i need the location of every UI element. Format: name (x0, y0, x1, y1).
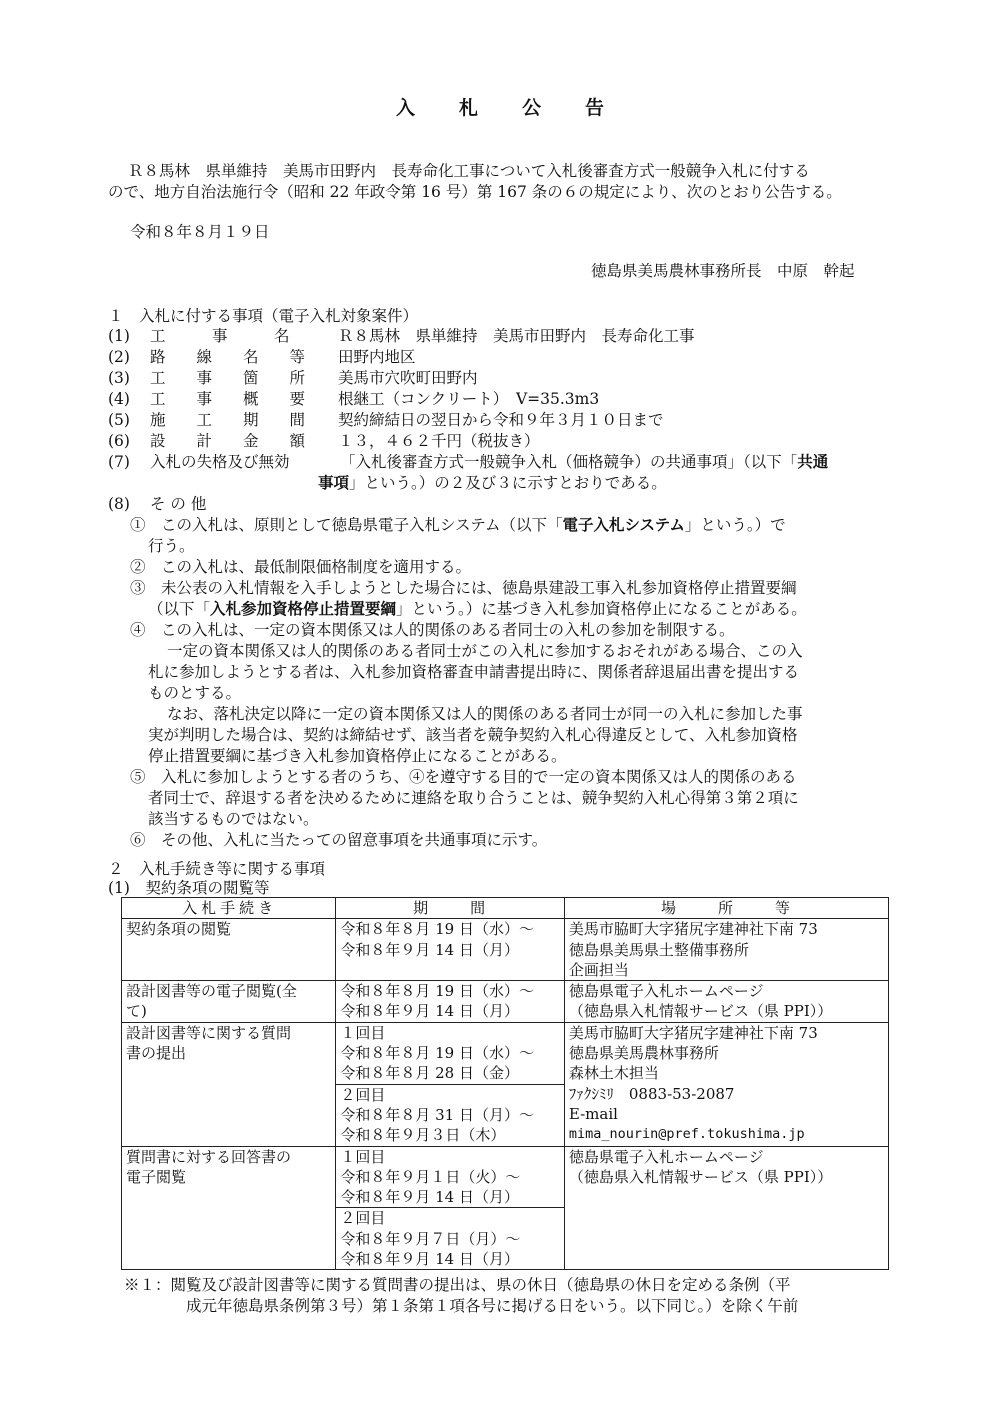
cell-text: 令和８年８月 31 日（月）～ (340, 1105, 534, 1124)
cell-text: 徳島県電子入札ホームページ (568, 1147, 764, 1166)
table-cell (122, 919, 336, 981)
cell-text: 企画担当 (568, 960, 629, 979)
item-label: 工 事 概 要 (150, 390, 306, 408)
item-1 (108, 326, 695, 347)
item-label: 入札の失格及び無効 (150, 453, 290, 471)
clause-bold: 入札参加資格停止措置要綱 (210, 600, 397, 618)
cell-text: 徳島県電子入札ホームページ (568, 982, 764, 1001)
cell-text: 令和８年８月 19 日（水）～ (340, 920, 534, 939)
cell-text: て) (126, 1002, 147, 1021)
table-cell (564, 1146, 888, 1270)
item-4 (108, 389, 599, 410)
table-cell (122, 1146, 336, 1270)
item-number: (3) (108, 369, 130, 387)
item-8-clause-4: ④ この入札は、一定の資本関係又は人的関係のある者同士の入札の参加を制限する。 (130, 621, 735, 639)
clause-text: 」という。）に基づき入札参加資格停止になることがある。 (396, 600, 807, 618)
item-8-clause-4-d: ものとする。 (148, 684, 242, 702)
cell-text: 令和８年８月 19 日（水）～ (340, 1044, 534, 1063)
notice-date: 令和８年８月１９日 (130, 223, 270, 241)
cell-text: 設計図書等に関する質問 (126, 1023, 292, 1042)
note-1-line-1: ※１：閲覧及び設計図書等に関する質問書の提出は、県の休日（徳島県の休日を定める条例（平 (124, 1276, 791, 1294)
item-8-clause-1-cont: 行う。 (148, 537, 195, 555)
cell-text: （徳島県入札情報サービス（県 PPI）） (568, 1002, 833, 1021)
item-3 (108, 368, 478, 389)
cell-text: 令和８年８月 19 日（水）～ (340, 982, 534, 1001)
item-value: １３，４６２千円（税抜き） (338, 432, 540, 450)
cell-text: ２回目 (340, 1085, 386, 1104)
title-char: 入 (395, 97, 415, 119)
item-2 (108, 347, 416, 368)
table-cell (336, 1208, 565, 1270)
cell-text: 令和８年８月 28 日（金） (340, 1064, 519, 1083)
item-number: (5) (108, 411, 130, 429)
note-1-line-2: 成元年徳島県条例第３号）第１条第１項各号に掲げる日をいう。以下同じ。）を除く午前 (186, 1297, 799, 1315)
item-label: そ の 他 (150, 495, 207, 513)
item-7 (108, 452, 828, 473)
cell-text: ２回目 (340, 1209, 386, 1228)
cell-text: １回目 (340, 1147, 386, 1166)
item-7-cont (318, 473, 667, 494)
cell-text: E-mail (568, 1104, 618, 1123)
item-number: (1) (108, 327, 130, 345)
title-char: 公 (522, 97, 542, 119)
table-cell (336, 1146, 565, 1208)
table-row (122, 919, 889, 981)
cell-text: 令和８年９月１日（火）～ (340, 1167, 521, 1186)
table-cell (336, 919, 565, 981)
item-8-clause-3: ③ 未公表の入札情報を入手しようとした場合には、徳島県建設工事入札参加資格停止措置要綱 (130, 579, 797, 597)
table-cell (564, 1022, 888, 1146)
table-row (122, 1146, 889, 1208)
intro-line-2: ので、地方自治法施行令（昭和 22 年政令第 16 号）第 167 条の６の規定により、次のとおり公告する。 (108, 183, 842, 201)
clause-bold: 電子入札システム (562, 516, 685, 534)
item-8-clause-4-f: 実が判明した場合は、契約は締結せず、該当者を競争契約入札心得違反として、入札参加資格 (148, 726, 798, 744)
item-number: (7) (108, 453, 130, 471)
table-cell (122, 1022, 336, 1146)
item-text: 」という。）の２及び３に示すとおりである。 (349, 474, 667, 492)
item-8-clause-4-e: なお、落札決定以降に一定の資本関係又は人的関係のある者同士が同一の入札に参加した事 (167, 705, 803, 723)
table-header: 入札手続き (122, 898, 336, 919)
cell-text: （徳島県入札情報サービス（県 PPI）） (568, 1167, 833, 1186)
title-char: 告 (585, 97, 605, 119)
table-cell (336, 981, 565, 1023)
cell-text: 質問書に対する回答書の (126, 1147, 292, 1166)
intro-line-1: Ｒ８馬林 県単維持 美馬市田野内 長寿命化工事について入札後審査方式一般競争入札に付する (128, 162, 810, 180)
title-char: 札 (458, 97, 478, 119)
item-8-clause-4-c: 札に参加しようとする者は、入札参加資格審査申請書提出時に、関係者辞退届出書を提出する (148, 663, 800, 681)
cell-text: 令和８年９月 14 日（月） (340, 1250, 519, 1269)
item-5 (108, 410, 664, 431)
table-row (122, 981, 889, 1023)
procedure-table (121, 897, 889, 1270)
section-1-heading: １ 入札に付する事項（電子入札対象案件） (108, 307, 419, 325)
item-8-clause-3-cont (148, 599, 807, 620)
item-bold: 事項 (318, 474, 350, 492)
item-text: 「入札後審査方式一般競争入札（価格競争）の共通事項」（以下「 (340, 453, 798, 471)
page-title (0, 98, 1000, 119)
cell-text: 令和８年９月３日（木） (340, 1126, 506, 1145)
item-number: (8) (108, 495, 130, 513)
cell-text: 徳島県美馬農林事務所 (568, 1044, 719, 1063)
cell-text: 令和８年９月 14 日（月） (340, 940, 519, 959)
cell-text: 美馬市脇町大字猪尻字建神社下南 73 (568, 1023, 818, 1042)
table-header: 場 所 等 (564, 898, 888, 919)
cell-text: 令和８年９月７日（月）～ (340, 1229, 521, 1248)
item-number: (4) (108, 390, 130, 408)
table-header: 期 間 (336, 898, 565, 919)
item-value: 美馬市穴吹町田野内 (338, 369, 478, 387)
item-label: 路 線 名 等 (150, 348, 306, 366)
cell-text: 契約条項の閲覧 (126, 920, 232, 939)
item-label: 工 事 箇 所 (150, 369, 306, 387)
cell-text: 美馬市脇町大字猪尻字建神社下南 73 (568, 920, 818, 939)
item-value: 根継工（コンクリート） V=35.3m3 (338, 390, 600, 408)
table-cell (564, 919, 888, 981)
cell-text: 令和８年９月 14 日（月） (340, 1002, 519, 1021)
cell-text: 令和８年９月 14 日（月） (340, 1188, 519, 1207)
cell-text: ﾌｧｸｼﾐﾘ 0883-53-2087 (568, 1084, 735, 1103)
item-label: 施 工 期 間 (150, 411, 306, 429)
section-2-heading: ２ 入札手続き等に関する事項 (108, 860, 326, 878)
item-8-clause-4-g: 停止措置要綱に基づき入札参加資格停止になることがある。 (148, 747, 567, 765)
item-8-clause-4-b: 一定の資本関係又は人的関係のある者同士がこの入札に参加するおそれがある場合、この入 (167, 642, 803, 660)
item-8-clause-1 (130, 515, 786, 536)
item-number: (2) (108, 348, 130, 366)
item-bold: 共通 (797, 453, 829, 471)
table-cell (122, 981, 336, 1023)
item-8-clause-5: ⑤ 入札に参加しようとする者のうち、④を遵守する目的で一定の資本関係又は人的関係のある (130, 768, 797, 786)
cell-text: 設計図書等の電子閲覧(全 (126, 982, 297, 1001)
item-8-clause-5-c: 該当するものではない。 (148, 810, 319, 828)
table-header-row (122, 898, 889, 919)
section-2-sub-1: (1) 契約条項の閲覧等 (108, 879, 270, 897)
item-8 (108, 494, 206, 515)
table-cell (564, 981, 888, 1023)
cell-text: 森林土木担当 (568, 1064, 659, 1083)
item-label: 設 計 金 額 (150, 432, 306, 450)
table-cell (336, 1084, 565, 1146)
item-value: 田野内地区 (338, 348, 416, 366)
cell-text: 徳島県美馬県土整備事務所 (568, 940, 749, 959)
item-number: (6) (108, 432, 130, 450)
item-value: 契約締結日の翌日から令和９年３月１０日まで (338, 411, 664, 429)
issuer: 徳島県美馬農林事務所長 中原 幹起 (591, 262, 855, 280)
clause-text: 」という。）で (684, 516, 786, 534)
cell-text: １回目 (340, 1023, 386, 1042)
item-8-clause-2: ② この入札は、最低制限価格制度を適用する。 (130, 558, 472, 576)
table-cell (336, 1022, 565, 1084)
cell-text: 書の提出 (126, 1044, 187, 1063)
email-address: mima_nourin@pref.tokushima.jp (568, 1126, 805, 1143)
item-6 (108, 431, 540, 452)
item-value: Ｒ８馬林 県単維持 美馬市田野内 長寿命化工事 (338, 327, 695, 345)
item-8-clause-5-b: 者同士で、辞退する者を決めるために連絡を取り合うことは、競争契約入札心得第３第２項に (148, 789, 799, 807)
item-8-clause-6: ⑥ その他、入札に当たっての留意事項を共通事項に示す。 (130, 831, 548, 849)
table-row (122, 1022, 889, 1084)
clause-text: （以下「 (148, 600, 211, 618)
item-label: 工 事 名 (150, 327, 290, 345)
cell-text: 電子閲覧 (126, 1167, 187, 1186)
clause-text: ① この入札は、原則として徳島県電子入札システム（以下「 (130, 516, 563, 534)
